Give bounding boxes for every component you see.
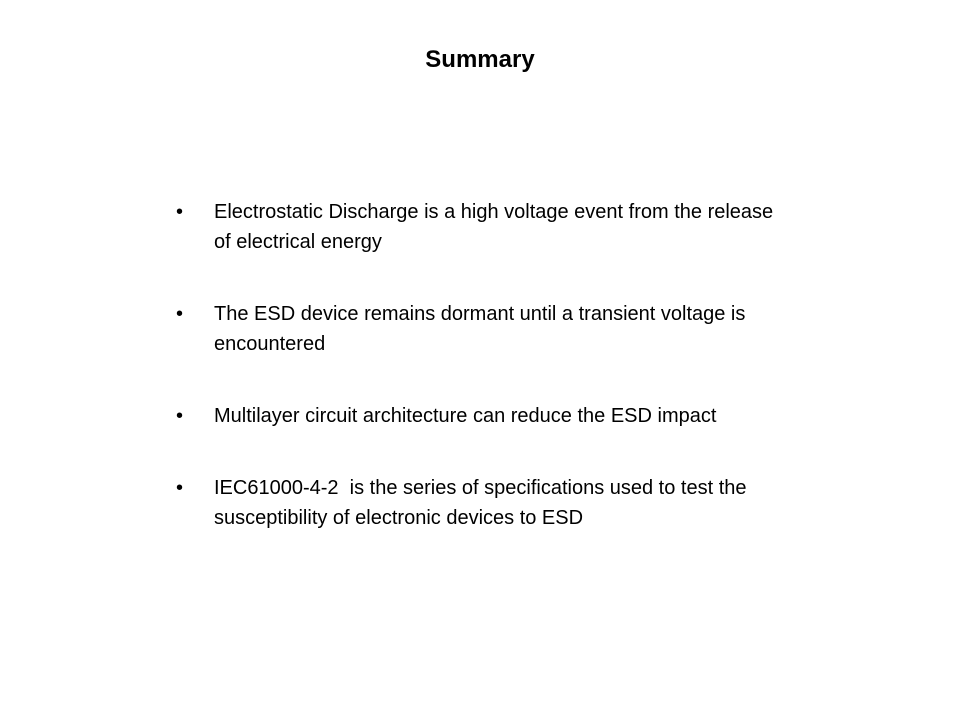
bullet-dot-icon: • <box>176 201 184 223</box>
slide-title: Summary <box>425 46 535 73</box>
bullet-item <box>176 401 776 431</box>
bullet-list <box>176 197 776 575</box>
bullet-item <box>176 473 776 533</box>
bullet-text: Electrostatic Discharge is a high voltage event from the release of electrical energy <box>214 201 774 253</box>
bullet-text: The ESD device remains dormant until a transient voltage is encountered <box>214 303 746 355</box>
bullet-dot-icon: • <box>176 303 184 325</box>
bullet-text: Multilayer circuit architecture can reduce the ESD impact <box>214 405 717 427</box>
bullet-item <box>176 197 776 257</box>
bullet-dot-icon: • <box>176 477 184 499</box>
bullet-text: IEC61000-4-2 is the series of specifications used to test the susceptibility of electronic devices to ESD <box>214 477 753 529</box>
bullet-item <box>176 299 776 359</box>
bullet-dot-icon: • <box>176 405 184 427</box>
